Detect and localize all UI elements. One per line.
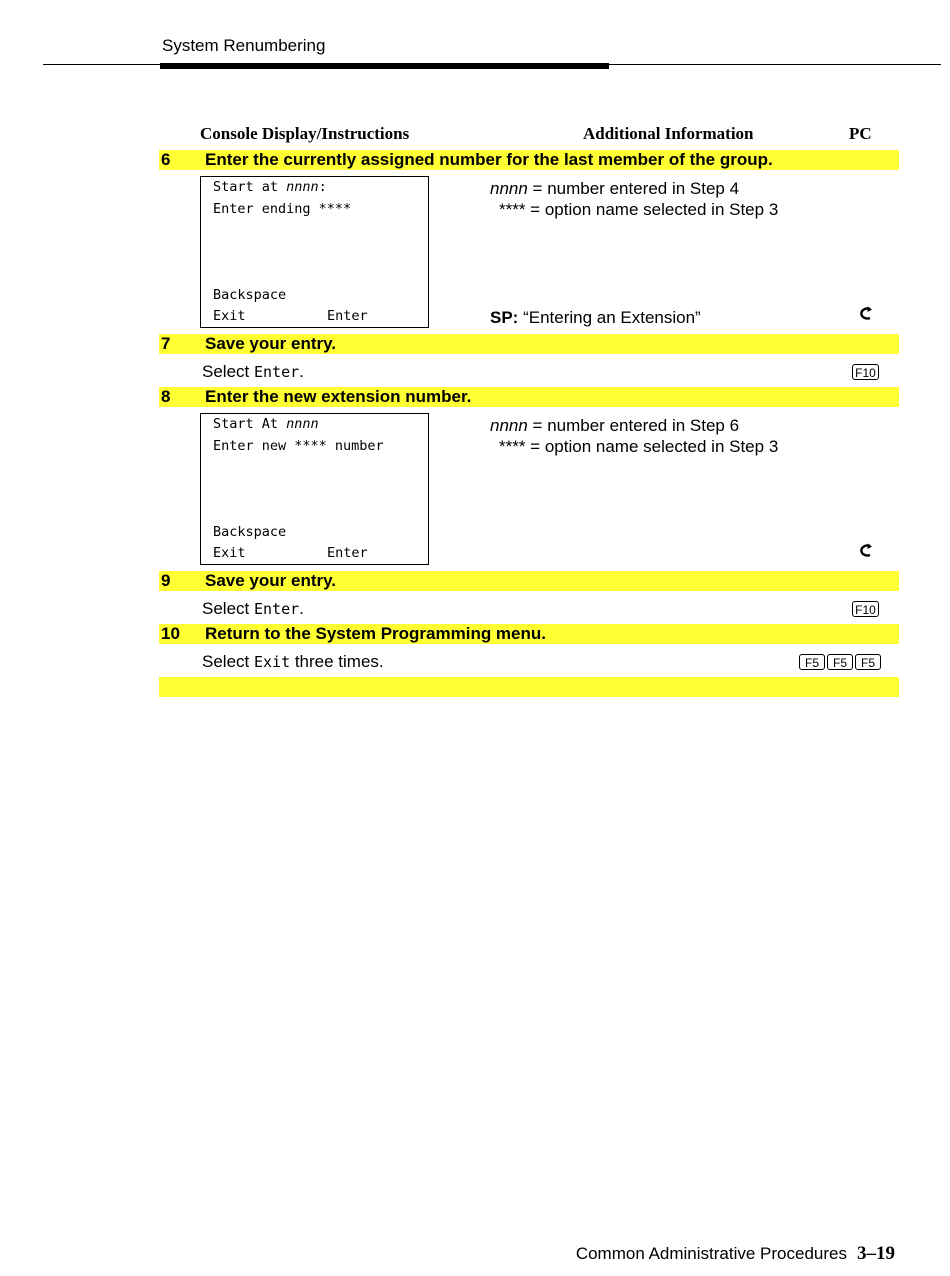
console-display-2 xyxy=(200,413,429,565)
column-header-pc: PC xyxy=(849,124,872,143)
display-line-2: Enter ending **** xyxy=(213,201,352,217)
column-header-console: Console Display/Instructions xyxy=(200,124,410,143)
page-number: 3–19 xyxy=(857,1243,895,1264)
info-option-name: **** = option name selected in Step 3 xyxy=(499,200,779,219)
step-number: 8 xyxy=(161,387,171,406)
info-nnnn-step6: nnnn = number entered in Step 6 xyxy=(490,416,740,435)
f5-key[interactable]: F5 xyxy=(799,654,825,670)
display-line-1: Start at nnnn: xyxy=(213,179,327,195)
f5-key[interactable]: F5 xyxy=(827,654,853,670)
info-option-name: **** = option name selected in Step 3 xyxy=(499,437,779,456)
step-6-bar xyxy=(159,150,899,170)
info-nnnn-step4: nnnn = number entered in Step 4 xyxy=(490,179,740,198)
enter-command[interactable]: Enter xyxy=(253,363,300,381)
instruction-step-9: Select Enter. xyxy=(202,599,304,618)
instruction-step-7: Select Enter. xyxy=(202,362,304,381)
enter-command[interactable]: Enter xyxy=(253,600,300,618)
info-sp-reference: SP: “Entering an Extension” xyxy=(490,308,701,327)
header-title: System Renumbering xyxy=(162,36,326,55)
step-text: Return to the System Programming menu. xyxy=(205,624,546,643)
exit-command[interactable]: Exit xyxy=(253,653,291,671)
enter-softkey[interactable]: Enter xyxy=(327,308,368,324)
footer-section: Common Administrative Procedures xyxy=(575,1244,847,1263)
step-7-bar xyxy=(159,334,899,354)
end-bar xyxy=(159,677,899,697)
step-text: Save your entry. xyxy=(205,334,337,353)
display-line-1: Start At nnnn xyxy=(213,416,319,432)
instruction-step-10: Select Exit three times. xyxy=(202,652,384,671)
backspace-softkey[interactable]: Backspace xyxy=(213,287,287,303)
f10-key[interactable]: F10 xyxy=(852,364,879,380)
enter-softkey[interactable]: Enter xyxy=(327,545,368,561)
step-number: 10 xyxy=(161,624,180,643)
display-line-2: Enter new **** number xyxy=(213,438,384,454)
return-arrow-icon xyxy=(857,542,875,560)
step-number: 6 xyxy=(161,150,171,169)
backspace-softkey[interactable]: Backspace xyxy=(213,524,287,540)
column-header-info: Additional Information xyxy=(583,124,754,143)
console-display-1 xyxy=(200,176,429,328)
f10-key[interactable]: F10 xyxy=(852,601,879,617)
step-text: Enter the currently assigned number for the last member of the group. xyxy=(205,150,773,169)
step-number: 9 xyxy=(161,571,171,590)
step-9-bar xyxy=(159,571,899,591)
step-text: Enter the new extension number. xyxy=(205,387,472,406)
step-number: 7 xyxy=(161,334,171,353)
step-10-bar xyxy=(159,624,899,644)
step-8-bar xyxy=(159,387,899,407)
exit-softkey[interactable]: Exit xyxy=(213,308,246,324)
exit-softkey[interactable]: Exit xyxy=(213,545,246,561)
return-arrow-icon xyxy=(857,305,875,323)
header-rule-thick xyxy=(160,63,609,69)
footer xyxy=(576,1243,895,1265)
step-text: Save your entry. xyxy=(205,571,337,590)
f5-key[interactable]: F5 xyxy=(855,654,881,670)
